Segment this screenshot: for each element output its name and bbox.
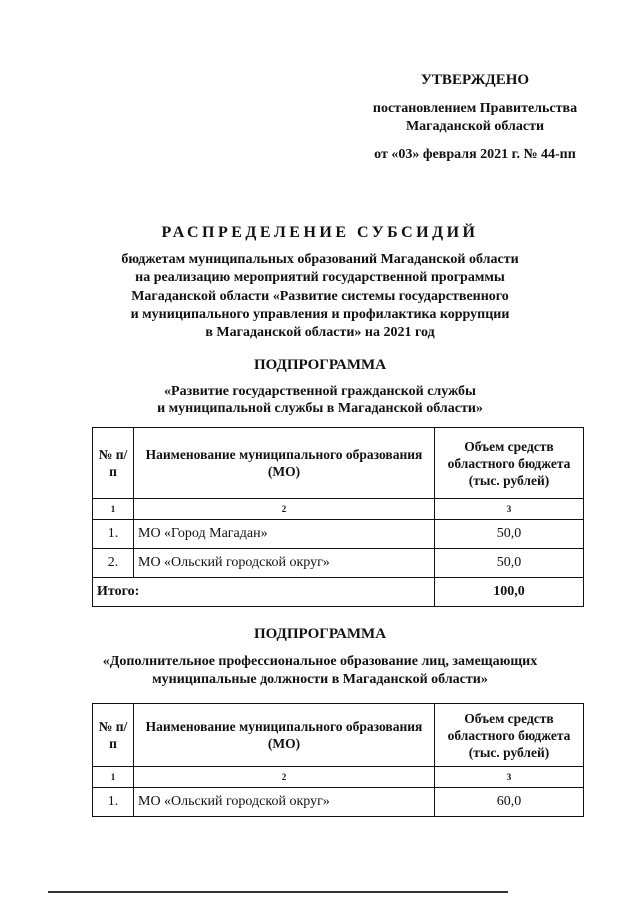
subsidy-table-1 bbox=[92, 427, 584, 607]
header-number: № п/п bbox=[93, 704, 134, 767]
index-cell: 2 bbox=[134, 499, 435, 520]
row-amount: 50,0 bbox=[435, 520, 584, 549]
row-number: 2. bbox=[93, 549, 134, 578]
table-row bbox=[93, 520, 584, 549]
total-amount: 100,0 bbox=[435, 578, 584, 607]
document-title: РАСПРЕДЕЛЕНИЕ СУБСИДИЙ bbox=[161, 224, 479, 241]
header-municipality: Наименование муниципального образования (МО) bbox=[134, 428, 435, 499]
row-municipality: МО «Ольский городской округ» bbox=[134, 788, 435, 817]
subtitle-line: на реализацию мероприятий государственной программы bbox=[135, 270, 505, 285]
approval-date-line: от «03» февраля 2021 г. № 44-пп bbox=[374, 147, 576, 162]
subtitle-line: Магаданской области «Развитие системы государственного bbox=[131, 289, 509, 304]
row-number: 1. bbox=[93, 788, 134, 817]
header-amount: Объем средств областного бюджета (тыс. рублей) bbox=[435, 704, 584, 767]
table-total-row bbox=[93, 578, 584, 607]
header-municipality: Наименование муниципального образования (МО) bbox=[134, 704, 435, 767]
subprogram-1-heading: ПОДПРОГРАММА bbox=[253, 357, 387, 373]
approval-line-1: постановлением Правительства bbox=[372, 101, 578, 116]
approval-title: УТВЕРЖДЕНО bbox=[420, 72, 530, 88]
bottom-rule bbox=[48, 891, 508, 893]
row-municipality: МО «Ольский городской округ» bbox=[134, 549, 435, 578]
table-index-row bbox=[93, 499, 584, 520]
index-cell: 2 bbox=[134, 767, 435, 788]
subsidy-table-2 bbox=[92, 703, 584, 817]
row-amount: 50,0 bbox=[435, 549, 584, 578]
table-header-row bbox=[93, 704, 584, 767]
subprogram-2-heading: ПОДПРОГРАММА bbox=[253, 626, 387, 642]
total-label: Итого: bbox=[93, 578, 435, 607]
subtitle-line: в Магаданской области» на 2021 год bbox=[205, 325, 435, 340]
index-cell: 3 bbox=[435, 767, 584, 788]
subprogram-2-name-line: муниципальные должности в Магаданской области» bbox=[152, 672, 488, 687]
subprogram-2-name-line: «Дополнительное профессиональное образование лиц, замещающих bbox=[102, 654, 538, 669]
subtitle-line: бюджетам муниципальных образований Магаданской области bbox=[121, 252, 519, 267]
table-index-row bbox=[93, 767, 584, 788]
index-cell: 3 bbox=[435, 499, 584, 520]
subprogram-1-name-line: и муниципальной службы в Магаданской области» bbox=[157, 401, 483, 416]
index-cell: 1 bbox=[93, 499, 134, 520]
row-amount: 60,0 bbox=[435, 788, 584, 817]
subprogram-1-name-line: «Развитие государственной гражданской службы bbox=[164, 384, 476, 399]
table-row bbox=[93, 788, 584, 817]
table-header-row bbox=[93, 428, 584, 499]
index-cell: 1 bbox=[93, 767, 134, 788]
header-amount: Объем средств областного бюджета (тыс. рублей) bbox=[435, 428, 584, 499]
row-municipality: МО «Город Магадан» bbox=[134, 520, 435, 549]
subtitle-line: и муниципального управления и профилактика коррупции bbox=[130, 307, 510, 322]
table-row bbox=[93, 549, 584, 578]
row-number: 1. bbox=[93, 520, 134, 549]
header-number: № п/п bbox=[93, 428, 134, 499]
approval-line-2: Магаданской области bbox=[405, 119, 545, 134]
